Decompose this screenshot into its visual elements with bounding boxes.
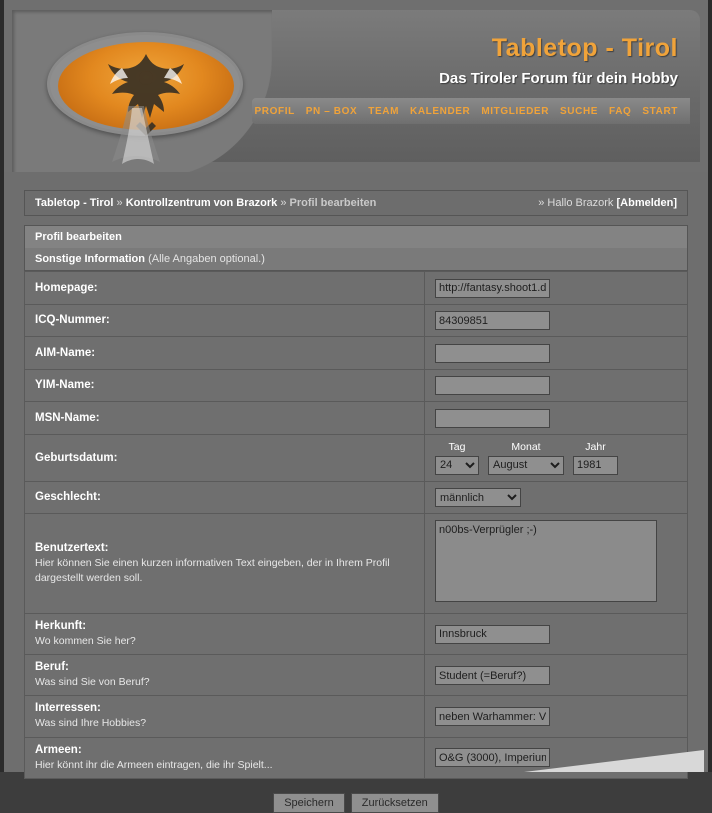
crest-tail-decoration — [98, 106, 176, 178]
birthday-day-header: Tag — [448, 440, 466, 453]
field-cell-usertext — [425, 514, 688, 614]
label-origin: Herkunft: — [35, 620, 87, 632]
page-corner-decoration — [524, 750, 704, 772]
field-cell-homepage — [425, 272, 688, 305]
logout-link[interactable]: [Abmelden] — [616, 197, 677, 209]
nav-item-pn-box[interactable]: PN – BOX — [305, 105, 358, 117]
label-job: Beruf: — [35, 661, 69, 674]
nav-item-mitglieder[interactable]: MITGLIEDER — [481, 105, 550, 117]
breadcrumb-separator-2: » — [280, 197, 287, 209]
table-row-yim — [25, 369, 688, 402]
table-row-usertext — [25, 514, 688, 614]
birthday-year-group — [573, 441, 618, 475]
label-birthday: Geburtsdatum: — [35, 451, 118, 464]
birthday-day-group — [435, 441, 479, 475]
label-cell-birthday — [25, 434, 425, 481]
table-row-origin — [25, 614, 688, 655]
yim-input[interactable] — [435, 376, 550, 395]
desc-job: Was sind Sie von Beruf? — [35, 676, 150, 689]
breadcrumb-current: Profil bearbeiten — [289, 197, 377, 209]
desc-usertext: Hier können Sie einen kurzen informativen Text eingeben, der in Ihrem Profil dargestellt werden soll. — [35, 557, 390, 584]
gender-select[interactable] — [435, 488, 521, 507]
table-row-msn — [25, 402, 688, 435]
form-actions — [24, 793, 688, 813]
label-cell-homepage — [25, 272, 425, 305]
birthday-month-group — [488, 441, 564, 475]
label-icq: ICQ-Nummer: — [35, 314, 110, 327]
table-row-birthday — [25, 434, 688, 481]
label-usertext: Benutzertext: — [35, 542, 109, 555]
interests-input[interactable] — [435, 707, 550, 726]
birthday-controls — [435, 441, 677, 475]
desc-origin: Wo kommen Sie her? — [35, 635, 136, 647]
section-subtitle — [24, 248, 688, 271]
header-panel — [12, 10, 700, 162]
label-msn: MSN-Name: — [35, 411, 100, 424]
birthday-month-select[interactable] — [488, 456, 564, 475]
header-logo-blob — [12, 10, 272, 178]
profile-form-table — [24, 271, 688, 779]
label-yim: YIM-Name: — [35, 379, 95, 392]
label-cell-usertext — [25, 514, 425, 614]
job-input[interactable] — [435, 666, 550, 685]
breadcrumb-section[interactable]: Kontrollzentrum von Brazork — [125, 197, 278, 209]
field-cell-job — [425, 655, 688, 696]
birthday-year-header: Jahr — [585, 440, 606, 453]
field-cell-aim — [425, 337, 688, 370]
desc-interests: Was sind Ihre Hobbies? — [35, 717, 147, 730]
birthday-year-input[interactable] — [573, 456, 618, 475]
nav-item-kalender[interactable]: KALENDER — [410, 105, 471, 117]
main-navigation — [252, 98, 690, 124]
breadcrumb — [24, 190, 688, 216]
field-cell-gender — [425, 481, 688, 514]
homepage-input[interactable] — [435, 279, 550, 298]
field-cell-birthday — [425, 434, 688, 481]
table-row-job — [25, 655, 688, 696]
table-row-homepage — [25, 272, 688, 305]
save-button[interactable]: Speichern — [273, 793, 345, 813]
label-gender: Geschlecht: — [35, 491, 101, 504]
label-cell-armies — [25, 737, 425, 778]
nav-item-start[interactable]: START — [642, 105, 678, 117]
section-title: Profil bearbeiten — [24, 225, 688, 248]
label-armies: Armeen: — [35, 743, 82, 756]
field-cell-yim — [425, 369, 688, 402]
nav-item-team[interactable]: TEAM — [368, 105, 399, 117]
table-row-icq — [25, 304, 688, 337]
label-aim: AIM-Name: — [35, 346, 96, 359]
nav-item-faq[interactable]: FAQ — [609, 105, 632, 117]
field-cell-interests — [425, 696, 688, 737]
table-row-interests — [25, 696, 688, 737]
label-cell-gender — [25, 481, 425, 514]
label-interests: Interressen: — [35, 702, 101, 715]
nav-item-suche[interactable]: SUCHE — [560, 105, 599, 117]
label-cell-icq — [25, 304, 425, 337]
field-cell-icq — [425, 304, 688, 337]
label-cell-msn — [25, 402, 425, 435]
origin-input[interactable] — [435, 625, 550, 644]
label-homepage: Homepage: — [35, 281, 98, 294]
site-subtitle: Das Tiroler Forum für dein Hobby — [439, 70, 678, 87]
reset-button[interactable]: Zurücksetzen — [351, 793, 439, 813]
breadcrumb-trail — [35, 197, 376, 209]
field-cell-origin — [425, 614, 688, 655]
user-greeting — [538, 197, 677, 209]
usertext-textarea[interactable] — [435, 520, 657, 602]
aim-input[interactable] — [435, 344, 550, 363]
desc-armies: Hier könnt ihr die Armeen eintragen, die ihr Spielt... — [35, 758, 273, 771]
content-area — [4, 172, 708, 809]
breadcrumb-separator-1: » — [116, 197, 123, 209]
label-cell-origin — [25, 614, 425, 655]
birthday-day-select[interactable] — [435, 456, 479, 475]
section-subtitle-label: Sonstige Information — [35, 253, 145, 265]
label-cell-aim — [25, 337, 425, 370]
label-cell-interests — [25, 696, 425, 737]
breadcrumb-site[interactable]: Tabletop - Tirol — [35, 197, 114, 209]
greeting-text: » Hallo Brazork — [538, 197, 614, 209]
site-header — [4, 0, 708, 172]
site-title: Tabletop - Tirol — [491, 34, 678, 62]
icq-input[interactable] — [435, 311, 550, 330]
label-cell-job — [25, 655, 425, 696]
section-subtitle-note: (Alle Angaben optional.) — [148, 253, 265, 265]
table-row-gender — [25, 481, 688, 514]
field-cell-msn — [425, 402, 688, 435]
birthday-month-header: Monat — [511, 440, 541, 453]
table-row-aim — [25, 337, 688, 370]
msn-input[interactable] — [435, 409, 550, 428]
nav-item-profil[interactable]: PROFIL — [254, 105, 295, 117]
label-cell-yim — [25, 369, 425, 402]
